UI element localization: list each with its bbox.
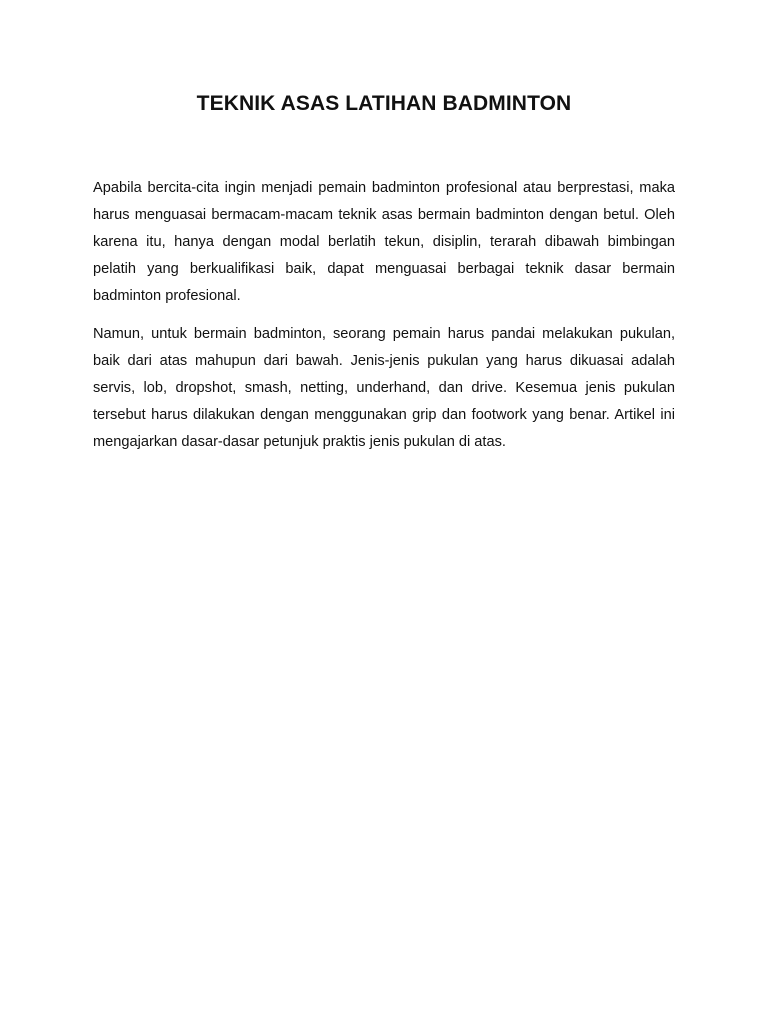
paragraph-2: Namun, untuk bermain badminton, seorang pemain harus pandai melakukan pukulan, baik dari atas mahupun dari bawah. Jenis-jenis pukulan yang harus dikuasai adalah servis, lob, dropshot, smash, netting, underhand, dan drive. Kesemua jenis pukulan tersebut harus dilakukan dengan menggunakan grip dan footwork yang benar. Artikel ini mengajarkan dasar-dasar petunjuk praktis jenis pukulan di atas. — [93, 326, 675, 450]
document-title: TEKNIK ASAS LATIHAN BADMINTON — [196, 92, 572, 115]
paragraph-1: Apabila bercita-cita ingin menjadi pemain badminton profesional atau berprestasi, maka harus menguasai bermacam-macam teknik asas bermain badminton dengan betul. Oleh karena itu, hanya dengan modal berlatih tekun, disiplin, terarah dibawah bimbingan pelatih yang berkualifikasi baik, dapat menguasai berbagai teknik dasar bermain badminton profesional. — [93, 180, 675, 304]
document-body — [93, 175, 675, 467]
